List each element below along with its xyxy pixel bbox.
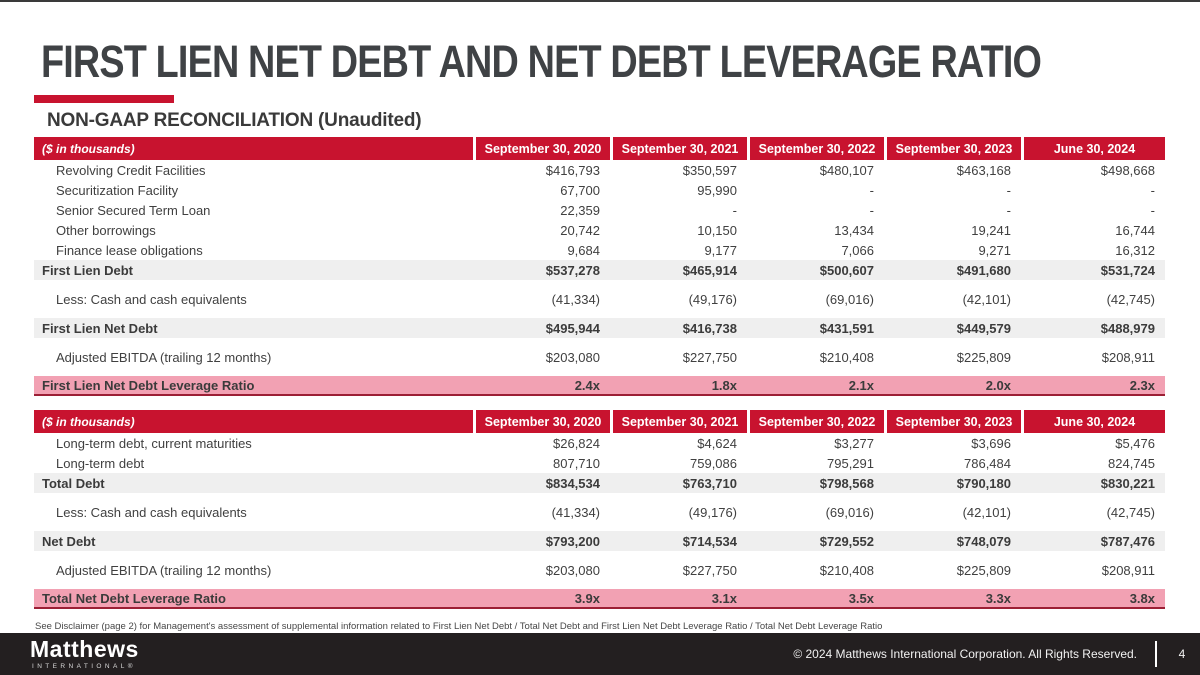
footer-bar (0, 633, 1200, 675)
cell-value: 795,291 (827, 455, 874, 471)
cell-value: 16,312 (1115, 242, 1155, 258)
cell-value: $787,476 (1100, 533, 1155, 549)
cell-value: $798,568 (819, 475, 874, 491)
row-label: First Lien Net Debt (42, 320, 158, 336)
cell-value: (42,101) (962, 504, 1011, 520)
cell-value: (41,334) (551, 504, 600, 520)
cell-value: $729,552 (819, 533, 874, 549)
cell-value: $834,534 (545, 475, 600, 491)
cell-value: 10,150 (697, 222, 737, 238)
cell-value: 16,744 (1115, 222, 1155, 238)
cell-value: $531,724 (1100, 262, 1155, 278)
cell-value: $748,079 (956, 533, 1011, 549)
cell-value: (42,745) (1106, 291, 1155, 307)
cell-value: 3.9x (574, 590, 600, 606)
cell-value: $210,408 (819, 349, 874, 365)
column-header: September 30, 2022 (747, 137, 884, 160)
cell-value: $210,408 (819, 562, 874, 578)
row-label: First Lien Debt (42, 262, 134, 278)
cell-value: 9,271 (978, 242, 1011, 258)
disclaimer-footnote: See Disclaimer (page 2) for Management's assessment of supplemental information related to First Lien Net Debt / Total Net Debt and First Lien Net Debt Leverage Ratio / Total Net Debt Leverage Ratio (35, 621, 883, 632)
cell-value: - (732, 202, 737, 218)
table-row (34, 220, 1165, 240)
row-label: Net Debt (42, 533, 96, 549)
row-label: Long-term debt, current maturities (56, 435, 252, 451)
cell-value: - (869, 182, 874, 198)
logo-tagline: INTERNATIONAL® (32, 662, 136, 670)
cell-value: 2.0x (985, 377, 1011, 393)
cell-value: $537,278 (545, 262, 600, 278)
cell-value: 1.8x (711, 377, 737, 393)
table-row (34, 347, 1165, 367)
cell-value: 9,684 (567, 242, 600, 258)
table-row (34, 180, 1165, 200)
cell-value: (69,016) (825, 504, 874, 520)
logo-wordmark: Matthews (30, 635, 139, 662)
table-header-row (34, 410, 1165, 433)
row-label: First Lien Net Debt Leverage Ratio (42, 377, 255, 393)
page-title: FIRST LIEN NET DEBT AND NET DEBT LEVERAGE RATIO (41, 36, 1042, 87)
cell-value: $763,710 (682, 475, 737, 491)
cell-value: $790,180 (956, 475, 1011, 491)
cell-value: 95,990 (697, 182, 737, 198)
cell-value: $416,738 (682, 320, 737, 336)
column-header: September 30, 2022 (747, 410, 884, 433)
column-header: September 30, 2020 (473, 137, 610, 160)
cell-value: (41,334) (551, 291, 600, 307)
cell-value: $793,200 (545, 533, 600, 549)
tables-container (34, 137, 1165, 609)
column-header: September 30, 2023 (884, 410, 1021, 433)
cell-value: 22,359 (560, 202, 600, 218)
column-header: June 30, 2024 (1021, 137, 1165, 160)
table-row (34, 473, 1165, 493)
row-label: Finance lease obligations (56, 242, 203, 258)
cell-value: 807,710 (553, 455, 600, 471)
cell-value: $3,277 (834, 435, 874, 451)
copyright-text: © 2024 Matthews International Corporation. All Rights Reserved. (793, 647, 1137, 661)
table-row (34, 560, 1165, 580)
table-header-row (34, 137, 1165, 160)
units-label: ($ in thousands) (42, 414, 135, 429)
cell-value: 9,177 (704, 242, 737, 258)
cell-value: $4,624 (697, 435, 737, 451)
cell-value: $227,750 (682, 562, 737, 578)
cell-value: 3.3x (985, 590, 1011, 606)
row-label: Revolving Credit Facilities (56, 162, 206, 178)
row-label: Less: Cash and cash equivalents (56, 504, 247, 520)
row-label: Long-term debt (56, 455, 145, 471)
table-row (34, 433, 1165, 453)
cell-value: $714,534 (682, 533, 737, 549)
cell-value: - (869, 202, 874, 218)
cell-value: $500,607 (819, 262, 874, 278)
table-row (34, 240, 1165, 260)
cell-value: (42,101) (962, 291, 1011, 307)
cell-value: 2.3x (1129, 377, 1155, 393)
row-label: Adjusted EBITDA (trailing 12 months) (56, 562, 272, 578)
cell-value: 3.8x (1129, 590, 1155, 606)
cell-value: $488,979 (1100, 320, 1155, 336)
cell-value: $431,591 (819, 320, 874, 336)
table-row (34, 318, 1165, 338)
cell-value: $203,080 (545, 349, 600, 365)
table-row (34, 260, 1165, 280)
cell-value: $208,911 (1101, 562, 1155, 578)
cell-value: $498,668 (1100, 162, 1155, 178)
row-label: Total Debt (42, 475, 105, 491)
cell-value: $491,680 (956, 262, 1011, 278)
section-subtitle: NON-GAAP RECONCILIATION (Unaudited) (47, 110, 422, 131)
cell-value: - (1150, 202, 1155, 218)
column-header: September 30, 2021 (610, 410, 747, 433)
table-row (34, 160, 1165, 180)
cell-value: (69,016) (825, 291, 874, 307)
cell-value: 19,241 (971, 222, 1011, 238)
cell-value: $3,696 (971, 435, 1011, 451)
cell-value: 824,745 (1108, 455, 1155, 471)
units-label: ($ in thousands) (42, 141, 135, 156)
cell-value: 786,484 (964, 455, 1011, 471)
table-row (34, 453, 1165, 473)
cell-value: $416,793 (545, 162, 600, 178)
table-row (34, 531, 1165, 551)
cell-value: $203,080 (545, 562, 600, 578)
cell-value: 13,434 (834, 222, 874, 238)
first-lien-net-debt-table (34, 137, 1165, 396)
column-header: September 30, 2023 (884, 137, 1021, 160)
cell-value: - (1006, 182, 1011, 198)
cell-value: (42,745) (1106, 504, 1155, 520)
cell-value: 67,700 (560, 182, 600, 198)
cell-value: $350,597 (682, 162, 737, 178)
cell-value: $225,809 (956, 562, 1011, 578)
cell-value: 20,742 (560, 222, 600, 238)
cell-value: $26,824 (553, 435, 600, 451)
matthews-logo (30, 635, 139, 671)
cell-value: $463,168 (956, 162, 1011, 178)
row-label: Less: Cash and cash equivalents (56, 291, 247, 307)
footer-right (793, 641, 1200, 667)
cell-value: 759,086 (690, 455, 737, 471)
cell-value: 2.4x (574, 377, 600, 393)
column-header: June 30, 2024 (1021, 410, 1165, 433)
row-label: Securitization Facility (56, 182, 179, 198)
row-label: Other borrowings (56, 222, 156, 238)
table-row (34, 200, 1165, 220)
title-accent-bar (34, 95, 174, 103)
cell-value: $208,911 (1101, 349, 1155, 365)
cell-value: $830,221 (1100, 475, 1155, 491)
row-label: Senior Secured Term Loan (56, 202, 211, 218)
cell-value: 7,066 (841, 242, 874, 258)
cell-value: - (1006, 202, 1011, 218)
cell-value: 3.1x (711, 590, 737, 606)
table-row (34, 376, 1165, 396)
cell-value: $449,579 (956, 320, 1011, 336)
cell-value: $495,944 (545, 320, 600, 336)
row-label: Adjusted EBITDA (trailing 12 months) (56, 349, 272, 365)
page-number: 4 (1178, 647, 1186, 661)
cell-value: (49,176) (688, 291, 737, 307)
cell-value: $480,107 (819, 162, 874, 178)
cell-value: $465,914 (682, 262, 737, 278)
table-row (34, 502, 1165, 522)
cell-value: 2.1x (848, 377, 874, 393)
column-header: September 30, 2021 (610, 137, 747, 160)
cell-value: - (1150, 182, 1155, 198)
total-net-debt-table (34, 410, 1165, 609)
cell-value: (49,176) (688, 504, 737, 520)
row-label: Total Net Debt Leverage Ratio (42, 590, 226, 606)
table-row (34, 589, 1165, 609)
table-row (34, 289, 1165, 309)
footer-divider (1155, 641, 1157, 667)
cell-value: $5,476 (1115, 435, 1155, 451)
cell-value: 3.5x (848, 590, 874, 606)
cell-value: $225,809 (956, 349, 1011, 365)
column-header: September 30, 2020 (473, 410, 610, 433)
cell-value: $227,750 (682, 349, 737, 365)
